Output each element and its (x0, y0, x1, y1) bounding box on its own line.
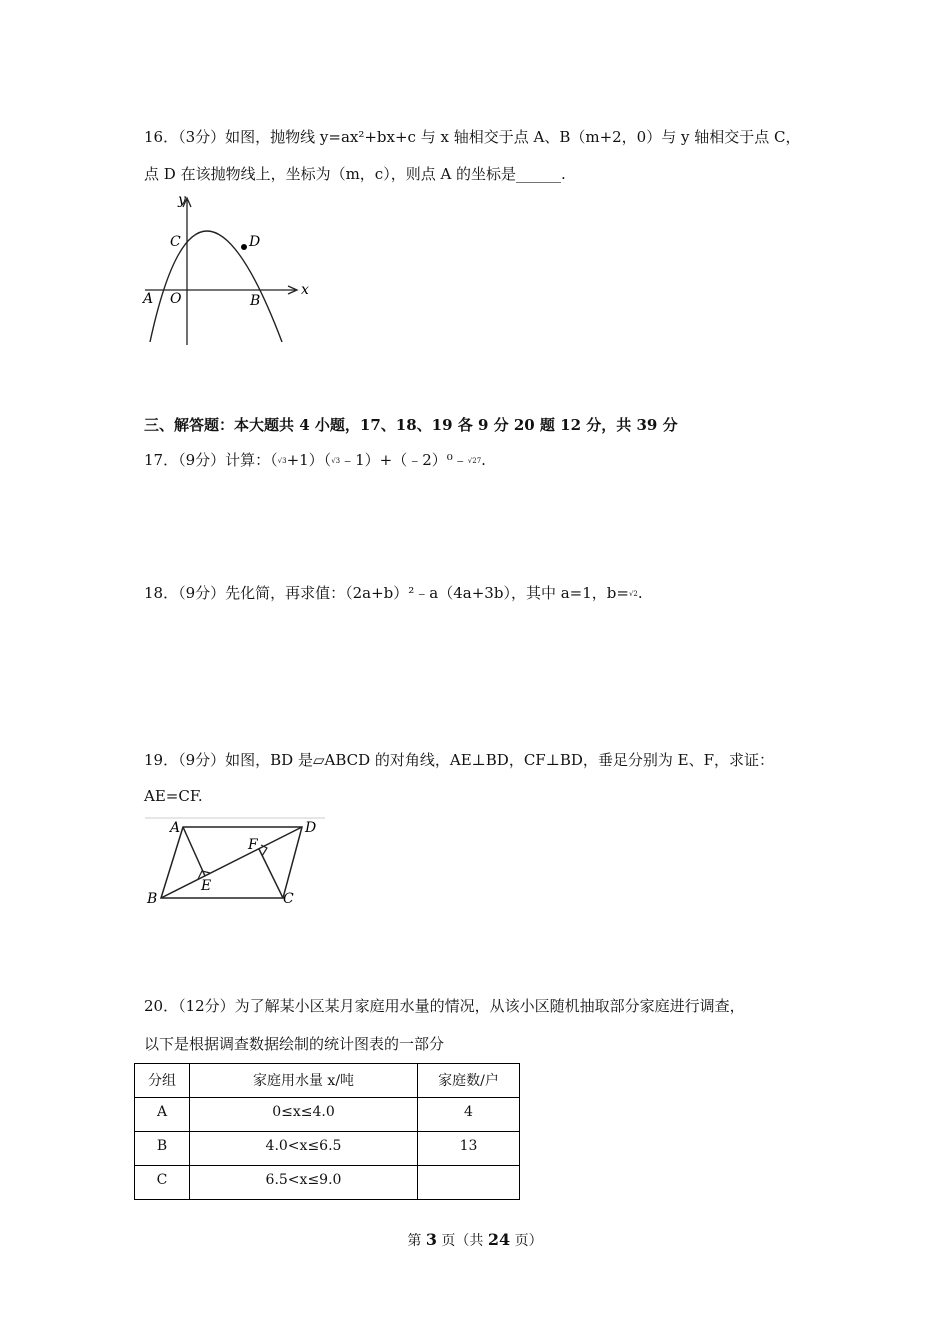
label-d: D (305, 820, 317, 836)
table-cell: 13 (418, 1132, 520, 1166)
table-cell (418, 1166, 520, 1200)
q17-suffix: . (481, 451, 486, 469)
q17-mid2: ﹣1）+（﹣2）⁰﹣ (340, 451, 468, 469)
table-cell: 6.5<x≤9.0 (190, 1166, 418, 1200)
label-c: C (170, 234, 181, 250)
label-b: B (147, 891, 158, 907)
q17-line (144, 449, 486, 470)
table-header-cell: 家庭用水量 x/吨 (190, 1064, 418, 1098)
table-header-row (135, 1064, 520, 1098)
segment-cf (259, 849, 283, 898)
footer-mid: 页（共 (436, 1233, 488, 1249)
q19-line1: 19．（9分）如图，BD 是▱ABCD 的对角线，AE⊥BD，CF⊥BD，垂足分别为 E、F，求证： (144, 751, 774, 769)
section3-heading: 三、解答题：本大题共 4 小题，17、18、19 各 9 分 20 题 12 分，共 39 分 (144, 416, 678, 434)
q20-line1: 20．（12分）为了解某小区某月家庭用水量的情况，从该小区随机抽取部分家庭进行调查， (144, 997, 745, 1015)
q17-root2: √3 (331, 457, 341, 465)
q18-root1: √2 (628, 590, 638, 598)
label-b: B (250, 293, 261, 309)
diagonal-bd (161, 827, 302, 898)
table-cell: C (135, 1166, 190, 1200)
label-d: D (249, 234, 261, 250)
q19-line2: AE=CF. (144, 787, 203, 805)
q20-line2: 以下是根据调查数据绘制的统计图表的一部分 (144, 1035, 445, 1053)
water-usage-table (134, 1063, 520, 1200)
segment-ae (183, 827, 205, 876)
q16-line2: 点 D 在该抛物线上，坐标为（m，c），则点 A 的坐标是______. (144, 165, 566, 183)
label-x: x (301, 282, 309, 298)
q17-root3: √27 (467, 457, 482, 465)
q17-prefix: 17．（9分）计算：（ (144, 451, 278, 469)
table-cell: 4 (418, 1098, 520, 1132)
footer-page-number: 3 (425, 1230, 437, 1249)
label-y: y (178, 192, 186, 208)
label-f: F (248, 837, 258, 853)
q18-line (144, 582, 643, 603)
footer-post: 页） (510, 1233, 543, 1249)
table-header-cell: 分组 (135, 1064, 190, 1098)
q18-suffix: . (637, 584, 643, 602)
q16-line1: 16．（3分）如图，抛物线 y=ax²+bx+c 与 x 轴相交于点 A、B（m+2，0）与 y 轴相交于点 C， (144, 128, 801, 146)
label-a: A (170, 820, 181, 836)
table-cell: 0≤x≤4.0 (190, 1098, 418, 1132)
table-row (135, 1098, 520, 1132)
q18-prefix: 18．（9分）先化简，再求值：（2a+b）²﹣a（4a+3b），其中 a=1，b= (144, 584, 629, 602)
table-cell: A (135, 1098, 190, 1132)
footer-pre: 第 (407, 1233, 426, 1249)
parabola-figure (140, 190, 320, 350)
label-c: C (283, 891, 294, 907)
table-cell: 4.0<x≤6.5 (190, 1132, 418, 1166)
q17-root1: √3 (277, 457, 287, 465)
page-footer (0, 1230, 950, 1250)
table-cell: B (135, 1132, 190, 1166)
table-header-cell: 家庭数/户 (418, 1064, 520, 1098)
label-o: O (170, 291, 182, 307)
footer-total-pages: 24 (487, 1230, 511, 1249)
label-a: A (143, 291, 154, 307)
table-row (135, 1166, 520, 1200)
q17-mid1: +1）（ (286, 451, 332, 469)
label-e: E (201, 878, 212, 894)
parallelogram-figure (140, 815, 330, 910)
table-row (135, 1132, 520, 1166)
point-d-dot (241, 244, 247, 250)
